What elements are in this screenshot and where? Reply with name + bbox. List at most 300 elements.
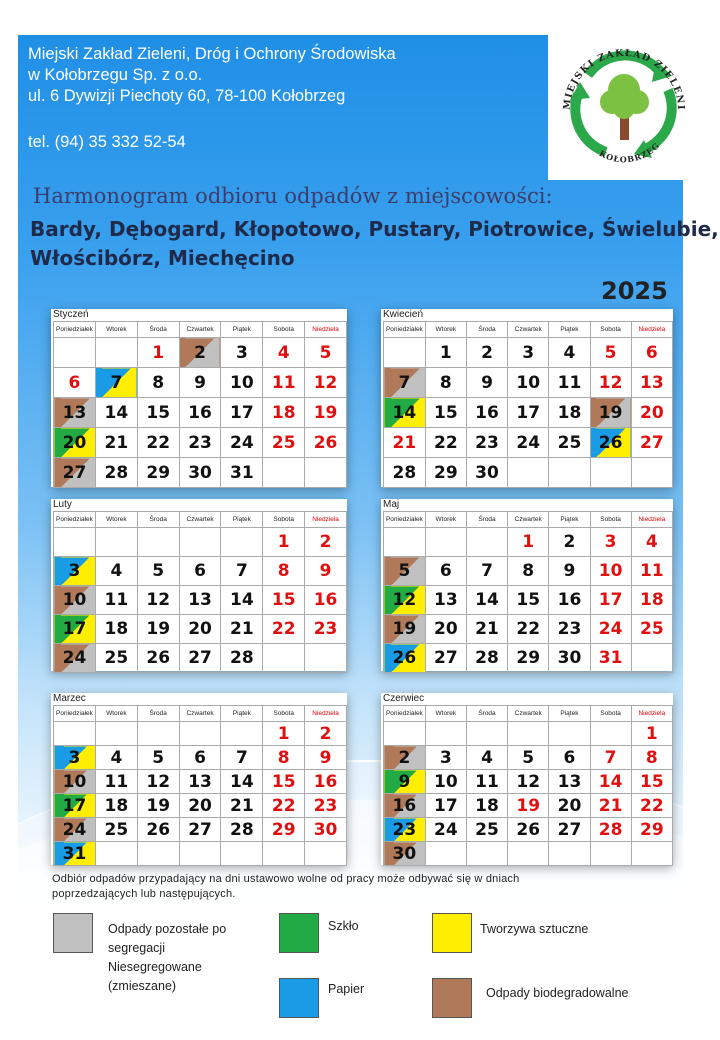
- day-cell: 12: [508, 770, 549, 794]
- legend-label-plastic: Tworzywa sztuczne: [480, 922, 589, 936]
- year: 2025: [601, 277, 668, 305]
- legend-swatch-plastic: [432, 913, 472, 953]
- empty-cell: [305, 842, 347, 866]
- day-cell: 18: [95, 615, 137, 644]
- day-cell: 9: [466, 368, 507, 398]
- day-cell: 26: [305, 428, 347, 458]
- month-grid: [53, 705, 347, 866]
- weekday-header: Niedziela: [631, 322, 672, 338]
- day-cell: 20: [631, 398, 672, 428]
- day-cell: 24: [508, 428, 549, 458]
- day-cell: 12: [305, 368, 347, 398]
- weekday-header: Piątek: [549, 322, 590, 338]
- day-cell: 31: [54, 842, 96, 866]
- day-cell: 18: [263, 398, 305, 428]
- day-cell: 3: [54, 557, 96, 586]
- day-cell: 11: [263, 368, 305, 398]
- day-cell: 29: [137, 458, 179, 488]
- day-cell: 2: [466, 338, 507, 368]
- day-cell: 3: [590, 528, 631, 557]
- month-grid: [383, 511, 673, 673]
- day-cell: 21: [95, 428, 137, 458]
- empty-cell: [54, 338, 96, 368]
- empty-cell: [137, 842, 179, 866]
- day-cell: 6: [54, 368, 96, 398]
- day-cell: 10: [54, 586, 96, 615]
- empty-cell: [549, 722, 590, 746]
- day-cell: 23: [305, 794, 347, 818]
- weekday-header: Niedziela: [305, 706, 347, 722]
- empty-cell: [179, 528, 221, 557]
- empty-cell: [425, 842, 466, 866]
- empty-cell: [54, 722, 96, 746]
- day-cell: 6: [179, 746, 221, 770]
- day-cell: 1: [263, 722, 305, 746]
- day-cell: 2: [549, 528, 590, 557]
- weekday-header: Wtorek: [425, 512, 466, 528]
- day-cell: 5: [305, 338, 347, 368]
- day-cell: 8: [263, 557, 305, 586]
- legend-swatch-mixed: [53, 913, 93, 953]
- day-cell: 1: [508, 528, 549, 557]
- weekday-header: Czwartek: [179, 322, 221, 338]
- day-cell: 30: [305, 818, 347, 842]
- day-cell: 17: [54, 794, 96, 818]
- holiday-note: [52, 872, 519, 902]
- day-cell: 19: [137, 794, 179, 818]
- day-cell: 22: [508, 615, 549, 644]
- day-cell: 9: [179, 368, 221, 398]
- day-cell: 21: [384, 428, 426, 458]
- legend-swatch-paper: [279, 978, 319, 1018]
- day-cell: 23: [305, 615, 347, 644]
- calendar-may: [381, 499, 673, 671]
- month-name: Luty: [53, 499, 72, 510]
- day-cell: 10: [508, 368, 549, 398]
- weekday-header: Wtorek: [95, 512, 137, 528]
- day-cell: 7: [221, 557, 263, 586]
- day-cell: 14: [95, 398, 137, 428]
- empty-cell: [305, 644, 347, 673]
- empty-cell: [54, 528, 96, 557]
- weekday-header: Sobota: [590, 706, 631, 722]
- weekday-header: Piątek: [221, 322, 263, 338]
- day-cell: 27: [179, 644, 221, 673]
- day-cell: 9: [305, 746, 347, 770]
- day-cell: 18: [466, 794, 507, 818]
- weekday-header: Poniedziałek: [54, 512, 96, 528]
- organization-address: [28, 44, 396, 107]
- day-cell: 18: [95, 794, 137, 818]
- month-name: Maj: [383, 499, 400, 510]
- day-cell: 21: [221, 794, 263, 818]
- weekday-header: Wtorek: [425, 706, 466, 722]
- calendar-march: [51, 693, 347, 865]
- empty-cell: [95, 528, 137, 557]
- day-cell: 17: [54, 615, 96, 644]
- day-cell: 28: [95, 458, 137, 488]
- weekday-header: Poniedziałek: [384, 706, 426, 722]
- day-cell: 11: [95, 770, 137, 794]
- weekday-header: Piątek: [549, 512, 590, 528]
- day-cell: 23: [384, 818, 426, 842]
- weekday-header: Wtorek: [425, 322, 466, 338]
- day-cell: 2: [179, 338, 221, 368]
- day-cell: 17: [590, 586, 631, 615]
- day-cell: 27: [425, 644, 466, 673]
- town-list: [30, 215, 719, 273]
- day-cell: 5: [137, 557, 179, 586]
- weekday-header: Czwartek: [508, 322, 549, 338]
- day-cell: 16: [305, 586, 347, 615]
- day-cell: 9: [384, 770, 426, 794]
- day-cell: 25: [631, 615, 672, 644]
- day-cell: 26: [590, 428, 631, 458]
- day-cell: 27: [54, 458, 96, 488]
- empty-cell: [179, 722, 221, 746]
- empty-cell: [179, 842, 221, 866]
- day-cell: 17: [508, 398, 549, 428]
- legend-label-glass: Szkło: [328, 919, 359, 933]
- company-logo: [548, 30, 700, 180]
- towns-line-2: Włościbórz, Miechęcino: [30, 246, 295, 270]
- empty-cell: [305, 458, 347, 488]
- legend-swatch-glass: [279, 913, 319, 953]
- weekday-header: Piątek: [221, 706, 263, 722]
- weekday-header: Niedziela: [305, 512, 347, 528]
- weekday-header: Środa: [137, 512, 179, 528]
- day-cell: 19: [137, 615, 179, 644]
- day-cell: 16: [179, 398, 221, 428]
- month-grid: [383, 705, 673, 866]
- day-cell: 1: [631, 722, 672, 746]
- day-cell: 14: [221, 586, 263, 615]
- weekday-header: Piątek: [221, 512, 263, 528]
- calendar-june: [381, 693, 673, 865]
- empty-cell: [631, 644, 672, 673]
- weekday-header: Środa: [466, 322, 507, 338]
- day-cell: 20: [425, 615, 466, 644]
- empty-cell: [95, 338, 137, 368]
- month-name: Czerwiec: [383, 693, 425, 704]
- weekday-header: Sobota: [590, 512, 631, 528]
- empty-cell: [508, 458, 549, 488]
- empty-cell: [95, 722, 137, 746]
- empty-cell: [466, 722, 507, 746]
- day-cell: 24: [590, 615, 631, 644]
- empty-cell: [263, 644, 305, 673]
- day-cell: 5: [384, 557, 426, 586]
- empty-cell: [263, 842, 305, 866]
- day-cell: 8: [631, 746, 672, 770]
- day-cell: 22: [263, 794, 305, 818]
- day-cell: 22: [425, 428, 466, 458]
- day-cell: 14: [221, 770, 263, 794]
- day-cell: 6: [179, 557, 221, 586]
- day-cell: 25: [466, 818, 507, 842]
- weekday-header: Czwartek: [179, 512, 221, 528]
- empty-cell: [549, 458, 590, 488]
- legend-label-mixed: Odpady pozostałe po segregacji Niesegregowane (zmieszane): [108, 922, 227, 993]
- weekday-header: Czwartek: [179, 706, 221, 722]
- day-cell: 25: [263, 428, 305, 458]
- day-cell: 13: [549, 770, 590, 794]
- day-cell: 29: [263, 818, 305, 842]
- day-cell: 24: [54, 644, 96, 673]
- empty-cell: [508, 842, 549, 866]
- day-cell: 7: [590, 746, 631, 770]
- empty-cell: [384, 338, 426, 368]
- day-cell: 22: [263, 615, 305, 644]
- day-cell: 16: [466, 398, 507, 428]
- phone-number: tel. (94) 35 332 52-54: [28, 133, 186, 151]
- weekday-header: Piątek: [549, 706, 590, 722]
- empty-cell: [384, 528, 426, 557]
- calendar-february: [51, 499, 347, 671]
- day-cell: 30: [384, 842, 426, 866]
- day-cell: 8: [263, 746, 305, 770]
- day-cell: 16: [305, 770, 347, 794]
- day-cell: 25: [95, 818, 137, 842]
- day-cell: 16: [549, 586, 590, 615]
- day-cell: 25: [95, 644, 137, 673]
- day-cell: 20: [179, 794, 221, 818]
- day-cell: 4: [95, 746, 137, 770]
- day-cell: 6: [549, 746, 590, 770]
- day-cell: 3: [54, 746, 96, 770]
- empty-cell: [631, 458, 672, 488]
- empty-cell: [590, 842, 631, 866]
- weekday-header: Czwartek: [508, 706, 549, 722]
- day-cell: 9: [549, 557, 590, 586]
- day-cell: 25: [549, 428, 590, 458]
- day-cell: 28: [221, 644, 263, 673]
- day-cell: 24: [54, 818, 96, 842]
- day-cell: 11: [466, 770, 507, 794]
- weekday-header: Środa: [137, 706, 179, 722]
- org-company: w Kołobrzegu Sp. z o.o.: [28, 66, 203, 84]
- day-cell: 12: [137, 586, 179, 615]
- day-cell: 2: [305, 722, 347, 746]
- day-cell: 21: [466, 615, 507, 644]
- day-cell: 20: [179, 615, 221, 644]
- logo-ring-text: MIEJSKI ZAKŁAD ZIELENI: [561, 47, 687, 111]
- weekday-header: Poniedziałek: [384, 512, 426, 528]
- weekday-header: Środa: [137, 322, 179, 338]
- day-cell: 27: [631, 428, 672, 458]
- day-cell: 15: [263, 586, 305, 615]
- day-cell: 15: [263, 770, 305, 794]
- day-cell: 14: [590, 770, 631, 794]
- day-cell: 31: [590, 644, 631, 673]
- day-cell: 8: [508, 557, 549, 586]
- day-cell: 6: [631, 338, 672, 368]
- day-cell: 1: [137, 338, 179, 368]
- day-cell: 27: [549, 818, 590, 842]
- day-cell: 3: [221, 338, 263, 368]
- day-cell: 4: [631, 528, 672, 557]
- empty-cell: [508, 722, 549, 746]
- calendar-january: [51, 309, 347, 487]
- day-cell: 27: [179, 818, 221, 842]
- day-cell: 7: [384, 368, 426, 398]
- day-cell: 1: [425, 338, 466, 368]
- day-cell: 8: [137, 368, 179, 398]
- day-cell: 20: [54, 428, 96, 458]
- day-cell: 24: [425, 818, 466, 842]
- day-cell: 23: [179, 428, 221, 458]
- day-cell: 29: [508, 644, 549, 673]
- weekday-header: Poniedziałek: [54, 706, 96, 722]
- schedule-title: Harmonogram odbioru odpadów z miejscowości:: [33, 184, 553, 208]
- weekday-header: Czwartek: [508, 512, 549, 528]
- logo-city-text: KOŁOBRZEG: [597, 140, 662, 165]
- empty-cell: [137, 528, 179, 557]
- day-cell: 14: [466, 586, 507, 615]
- weekday-header: Wtorek: [95, 706, 137, 722]
- month-name: Kwiecień: [383, 309, 424, 320]
- weekday-header: Środa: [466, 706, 507, 722]
- weekday-header: Niedziela: [631, 706, 672, 722]
- weekday-header: Poniedziałek: [384, 322, 426, 338]
- day-cell: 28: [384, 458, 426, 488]
- day-cell: 28: [466, 644, 507, 673]
- empty-cell: [631, 842, 672, 866]
- day-cell: 10: [221, 368, 263, 398]
- day-cell: 11: [631, 557, 672, 586]
- weekday-header: Sobota: [263, 322, 305, 338]
- day-cell: 23: [466, 428, 507, 458]
- svg-text:KOŁOBRZEG: [598, 140, 662, 164]
- day-cell: 12: [137, 770, 179, 794]
- day-cell: 13: [54, 398, 96, 428]
- day-cell: 15: [631, 770, 672, 794]
- note-line-1: Odbiór odpadów przypadający na dni ustawowo wolne od pracy może odbywać się w dniach: [52, 873, 520, 885]
- empty-cell: [221, 842, 263, 866]
- day-cell: 17: [221, 398, 263, 428]
- day-cell: 7: [466, 557, 507, 586]
- day-cell: 19: [508, 794, 549, 818]
- day-cell: 15: [508, 586, 549, 615]
- day-cell: 5: [590, 338, 631, 368]
- day-cell: 31: [221, 458, 263, 488]
- day-cell: 17: [425, 794, 466, 818]
- weekday-header: Niedziela: [631, 512, 672, 528]
- day-cell: 13: [179, 770, 221, 794]
- day-cell: 29: [425, 458, 466, 488]
- day-cell: 15: [137, 398, 179, 428]
- weekday-header: Wtorek: [95, 322, 137, 338]
- day-cell: 21: [221, 615, 263, 644]
- weekday-header: Sobota: [590, 322, 631, 338]
- day-cell: 11: [95, 586, 137, 615]
- day-cell: 7: [221, 746, 263, 770]
- day-cell: 23: [549, 615, 590, 644]
- day-cell: 12: [590, 368, 631, 398]
- day-cell: 21: [590, 794, 631, 818]
- empty-cell: [263, 458, 305, 488]
- month-grid: [383, 321, 673, 488]
- weekday-header: Niedziela: [305, 322, 347, 338]
- empty-cell: [466, 842, 507, 866]
- legend-label-paper: Papier: [328, 982, 365, 996]
- day-cell: 3: [425, 746, 466, 770]
- day-cell: 11: [549, 368, 590, 398]
- day-cell: 24: [221, 428, 263, 458]
- day-cell: 6: [425, 557, 466, 586]
- empty-cell: [466, 528, 507, 557]
- note-line-2: poprzedzających lub następujących.: [52, 888, 236, 900]
- day-cell: 2: [305, 528, 347, 557]
- empty-cell: [221, 722, 263, 746]
- day-cell: 9: [305, 557, 347, 586]
- day-cell: 4: [263, 338, 305, 368]
- day-cell: 30: [466, 458, 507, 488]
- day-cell: 5: [508, 746, 549, 770]
- day-cell: 29: [631, 818, 672, 842]
- day-cell: 19: [590, 398, 631, 428]
- day-cell: 13: [179, 586, 221, 615]
- day-cell: 19: [305, 398, 347, 428]
- day-cell: 26: [384, 644, 426, 673]
- day-cell: 19: [384, 615, 426, 644]
- day-cell: 26: [137, 644, 179, 673]
- weekday-header: Sobota: [263, 706, 305, 722]
- month-grid: [53, 321, 347, 488]
- empty-cell: [221, 528, 263, 557]
- day-cell: 30: [179, 458, 221, 488]
- empty-cell: [384, 722, 426, 746]
- day-cell: 26: [137, 818, 179, 842]
- month-name: Styczeń: [53, 309, 89, 320]
- weekday-header: Poniedziałek: [54, 322, 96, 338]
- day-cell: 20: [549, 794, 590, 818]
- day-cell: 30: [549, 644, 590, 673]
- day-cell: 13: [425, 586, 466, 615]
- day-cell: 12: [384, 586, 426, 615]
- weekday-header: Środa: [466, 512, 507, 528]
- month-name: Marzec: [53, 693, 86, 704]
- empty-cell: [137, 722, 179, 746]
- day-cell: 2: [384, 746, 426, 770]
- day-cell: 10: [54, 770, 96, 794]
- day-cell: 4: [466, 746, 507, 770]
- month-grid: [53, 511, 347, 673]
- empty-cell: [590, 458, 631, 488]
- day-cell: 8: [425, 368, 466, 398]
- calendar-april: [381, 309, 673, 487]
- day-cell: 1: [263, 528, 305, 557]
- empty-cell: [425, 722, 466, 746]
- day-cell: 3: [508, 338, 549, 368]
- day-cell: 22: [137, 428, 179, 458]
- empty-cell: [95, 842, 137, 866]
- day-cell: 18: [631, 586, 672, 615]
- day-cell: 10: [425, 770, 466, 794]
- day-cell: 26: [508, 818, 549, 842]
- day-cell: 10: [590, 557, 631, 586]
- day-cell: 15: [425, 398, 466, 428]
- day-cell: 5: [137, 746, 179, 770]
- empty-cell: [590, 722, 631, 746]
- legend-label-bio: Odpady biodegradowalne: [486, 986, 629, 1000]
- org-street: ul. 6 Dywizji Piechoty 60, 78-100 Kołobrzeg: [28, 87, 346, 105]
- empty-cell: [425, 528, 466, 557]
- day-cell: 14: [384, 398, 426, 428]
- day-cell: 18: [549, 398, 590, 428]
- day-cell: 4: [549, 338, 590, 368]
- legend-swatch-bio: [432, 978, 472, 1018]
